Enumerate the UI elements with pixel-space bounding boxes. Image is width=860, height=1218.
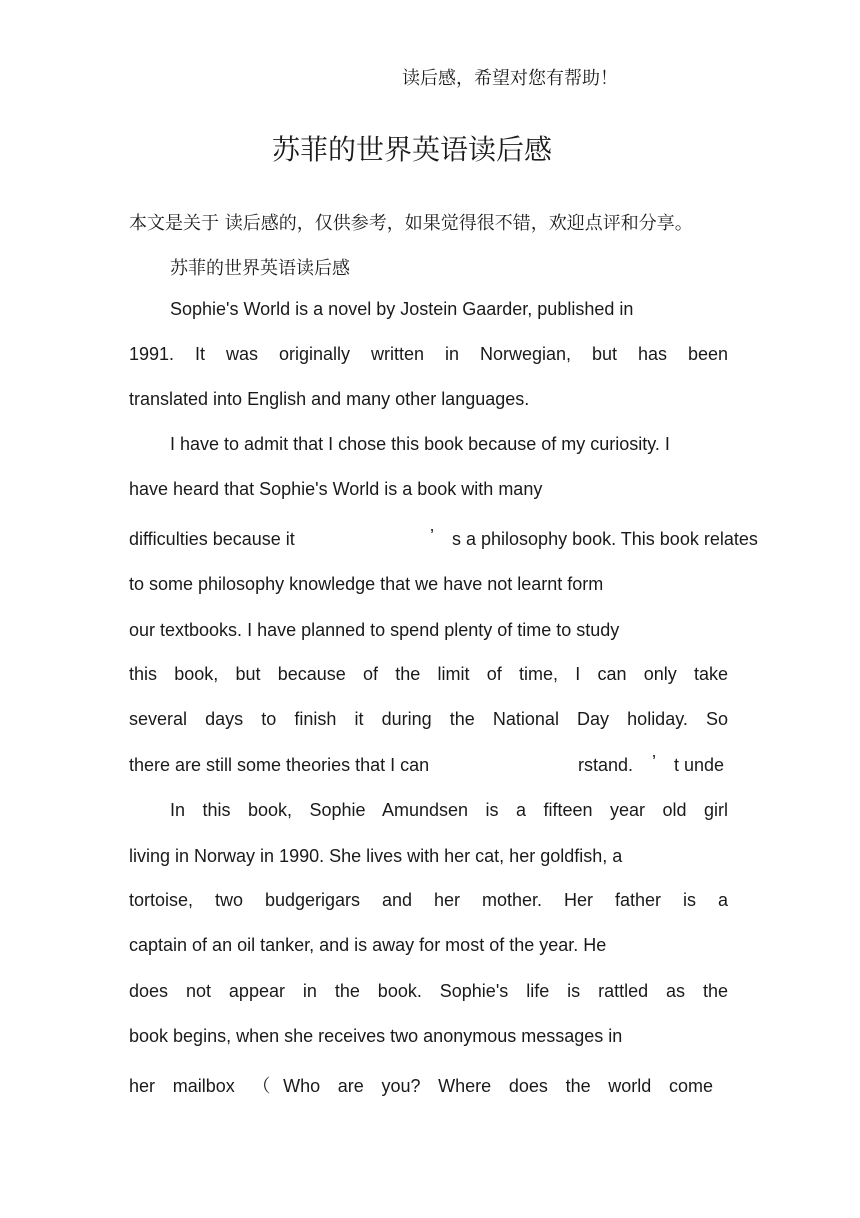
paragraph-3-line-2: living in Norway in 1990. She lives with her cat, her goldfish, a: [129, 846, 623, 866]
paragraph-3-line-5: does not appear in the book. Sophie's life is rattled as the: [129, 981, 728, 1001]
paragraph-2-line-1: I have to admit that I chose this book because of my curiosity. I: [170, 434, 670, 454]
paragraph-3-line-7: her mailbox （Who are you? Where does the world come: [129, 1076, 713, 1096]
paragraph-1-line-3: translated into English and many other languages.: [129, 389, 530, 409]
paragraph-2-line-8-mid: rstand.: [578, 755, 634, 775]
header-note: 读后感，希望对您有帮助！: [402, 68, 618, 89]
paragraph-2-line-5: our textbooks. I have planned to spend plenty of time to study: [129, 620, 620, 640]
apostrophe-mark-2: ’: [652, 752, 656, 772]
paragraph-3-line-6: book begins, when she receives two anonymous messages in: [129, 1026, 623, 1046]
paragraph-3-line-4: captain of an oil tanker, and is away for most of the year. He: [129, 935, 607, 955]
paragraph-1-line-2: 1991. It was originally written in Norwegian, but has been: [129, 344, 728, 364]
paragraph-2-line-2: have heard that Sophie's World is a book with many: [129, 479, 543, 499]
paragraph-2-line-3-end: s a philosophy book. This book relates: [452, 529, 758, 549]
paragraph-3-line-3: tortoise, two budgerigars and her mother. Her father is a: [129, 890, 728, 910]
essay-subtitle: 苏菲的世界英语读后感: [170, 258, 350, 279]
paragraph-2-line-7: several days to finish it during the National Day holiday. So: [129, 709, 728, 729]
paragraph-2-line-8-start: there are still some theories that I can: [129, 755, 430, 775]
paragraph-2-line-3-start: difficulties because it: [129, 529, 295, 549]
apostrophe-mark: ’: [430, 526, 434, 546]
paragraph-2-line-8-end: t unde: [674, 755, 725, 775]
intro-text: 本文是关于 读后感的，仅供参考，如果觉得很不错，欢迎点评和分享。: [129, 213, 693, 234]
paragraph-1-line-1: Sophie's World is a novel by Jostein Gaarder, published in: [170, 299, 634, 319]
paragraph-3-line-1: In this book, Sophie Amundsen is a fifteen year old girl: [170, 800, 728, 820]
document-title: 苏菲的世界英语读后感: [272, 133, 553, 166]
paragraph-2-line-6: this book, but because of the limit of time, I can only take: [129, 664, 728, 684]
paragraph-2-line-4: to some philosophy knowledge that we have not learnt form: [129, 574, 604, 594]
